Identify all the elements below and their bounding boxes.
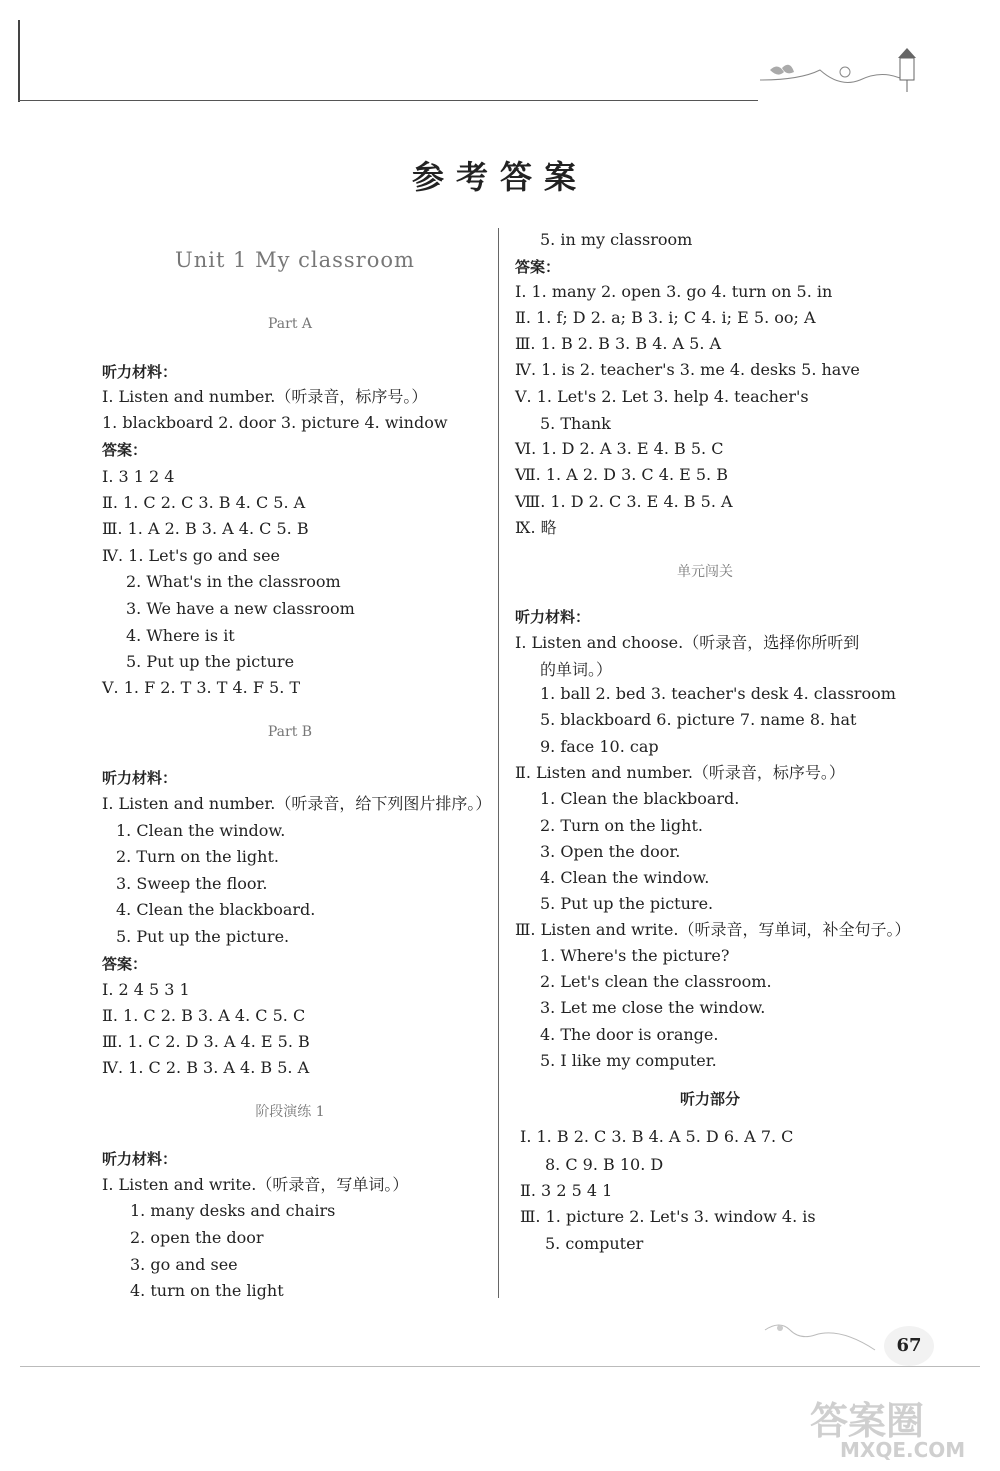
right-line: Ⅰ. 1. many 2. open 3. go 4. turn on 5. in — [515, 282, 833, 301]
header-rule — [18, 100, 758, 101]
left-line: Ⅳ. 1. C 2. B 3. A 4. B 5. A — [102, 1058, 310, 1077]
left-line: Ⅱ. 1. C 2. C 3. B 4. C 5. A — [102, 493, 306, 512]
right-line: Ⅵ. 1. D 2. A 3. E 4. B 5. C — [515, 439, 724, 458]
right-line: 单元闯关 — [677, 564, 733, 580]
right-line: 听力部分 — [679, 1090, 740, 1108]
left-line: Part A — [267, 316, 313, 332]
lantern-decoration-icon — [760, 40, 930, 110]
left-line: 3. go and see — [130, 1255, 238, 1274]
column-divider — [498, 228, 499, 1298]
right-line: Ⅲ. 1. B 2. B 3. B 4. A 5. A — [515, 334, 722, 353]
left-line: 5. Put up the picture. — [116, 927, 290, 946]
watermark-url: MXQE.COM — [840, 1438, 966, 1462]
watermark-text: 答案圈 — [810, 1399, 925, 1443]
left-line: 5. Put up the picture — [126, 652, 295, 671]
right-line: 8. C 9. B 10. D — [545, 1155, 664, 1174]
right-line: 5. Put up the picture. — [540, 894, 714, 913]
left-line: 4. turn on the light — [130, 1281, 284, 1300]
right-line: 5. in my classroom — [540, 230, 693, 249]
left-line: 听力材料： — [102, 363, 178, 381]
right-line: 1. Where's the picture? — [540, 946, 730, 965]
watermark-logo — [800, 1390, 990, 1465]
left-line: Ⅰ. Listen and number.（听录音，标序号。） — [102, 387, 428, 406]
right-line: Ⅲ. Listen and write.（听录音，写单词，补全句子。） — [515, 920, 911, 939]
right-line: Ⅶ. 1. A 2. D 3. C 4. E 5. B — [515, 465, 728, 484]
footer-rule — [20, 1366, 980, 1367]
page-number: 67 — [884, 1326, 934, 1366]
left-line: 3. Sweep the floor. — [116, 874, 268, 893]
right-line: 答案： — [515, 258, 561, 276]
left-line: 听力材料： — [102, 769, 178, 787]
left-line: Ⅴ. 1. F 2. T 3. T 4. F 5. T — [102, 678, 301, 697]
left-line: 答案： — [102, 955, 148, 973]
left-line: Ⅰ. 2 4 5 3 1 — [102, 980, 190, 999]
left-line: Unit 1 My classroom — [175, 248, 415, 272]
left-line: Ⅰ. Listen and write.（听录音，写单词。） — [102, 1175, 409, 1194]
left-line: 听力材料： — [102, 1150, 178, 1168]
right-line: Ⅱ. 1. f; D 2. a; B 3. i; C 4. i; E 5. oo; A — [515, 308, 816, 327]
right-line: Ⅳ. 1. is 2. teacher's 3. me 4. desks 5. have — [515, 360, 860, 379]
right-line: Ⅱ. 3 2 5 4 1 — [520, 1181, 613, 1200]
left-line: Ⅱ. 1. C 2. B 3. A 4. C 5. C — [102, 1006, 306, 1025]
right-line: Ⅸ. 略 — [515, 518, 557, 537]
left-line: Ⅳ. 1. Let's go and see — [102, 546, 281, 565]
left-line: 阶段演练 1 — [255, 1104, 325, 1120]
right-line: 3. Let me close the window. — [540, 998, 766, 1017]
right-line: Ⅰ. 1. B 2. C 3. B 4. A 5. D 6. A 7. C — [520, 1127, 794, 1146]
left-line: 4. Clean the blackboard. — [116, 900, 316, 919]
left-line: 2. Turn on the light. — [116, 847, 279, 866]
left-line: Ⅲ. 1. C 2. D 3. A 4. E 5. B — [102, 1032, 310, 1051]
right-line: 2. Let's clean the classroom. — [540, 972, 772, 991]
right-line: 5. blackboard 6. picture 7. name 8. hat — [540, 710, 857, 729]
left-line: 2. open the door — [130, 1228, 264, 1247]
right-line: 9. face 10. cap — [540, 737, 659, 756]
page-title: 参考答案 — [411, 158, 588, 196]
right-line: 3. Open the door. — [540, 842, 681, 861]
right-line: 4. The door is orange. — [540, 1025, 719, 1044]
left-line: Ⅰ. 3 1 2 4 — [102, 467, 175, 486]
left-margin-rule — [18, 20, 20, 102]
right-line: 5. Thank — [540, 414, 611, 433]
left-line: Part B — [267, 724, 313, 740]
left-line: 1. blackboard 2. door 3. picture 4. window — [102, 413, 448, 432]
left-line: 4. Where is it — [126, 626, 235, 645]
right-line: 5. computer — [545, 1234, 644, 1253]
right-line: 5. I like my computer. — [540, 1051, 717, 1070]
left-line: 答案： — [102, 441, 148, 459]
right-line: Ⅰ. Listen and choose.（听录音，选择你所听到 — [515, 633, 860, 652]
right-line: 1. ball 2. bed 3. teacher's desk 4. classroom — [540, 684, 896, 703]
right-line: 1. Clean the blackboard. — [540, 789, 740, 808]
left-line: Ⅰ. Listen and number.（听录音，给下列图片排序。） — [102, 794, 492, 813]
right-line: Ⅴ. 1. Let's 2. Let 3. help 4. teacher's — [515, 387, 809, 406]
right-line: Ⅷ. 1. D 2. C 3. E 4. B 5. A — [515, 492, 733, 511]
right-line: 2. Turn on the light. — [540, 816, 703, 835]
left-line: Ⅲ. 1. A 2. B 3. A 4. C 5. B — [102, 519, 309, 538]
left-line: 1. Clean the window. — [116, 821, 286, 840]
right-line: Ⅲ. 1. picture 2. Let's 3. window 4. is — [520, 1207, 816, 1226]
right-line: Ⅱ. Listen and number.（听录音，标序号。） — [515, 763, 845, 782]
right-line: 的单词。） — [540, 660, 613, 679]
left-line: 1. many desks and chairs — [130, 1201, 336, 1220]
flower-decoration-icon — [760, 1310, 880, 1360]
left-line: 3. We have a new classroom — [126, 599, 355, 618]
right-line: 4. Clean the window. — [540, 868, 710, 887]
left-line: 2. What's in the classroom — [126, 572, 341, 591]
right-line: 听力材料： — [515, 608, 591, 626]
